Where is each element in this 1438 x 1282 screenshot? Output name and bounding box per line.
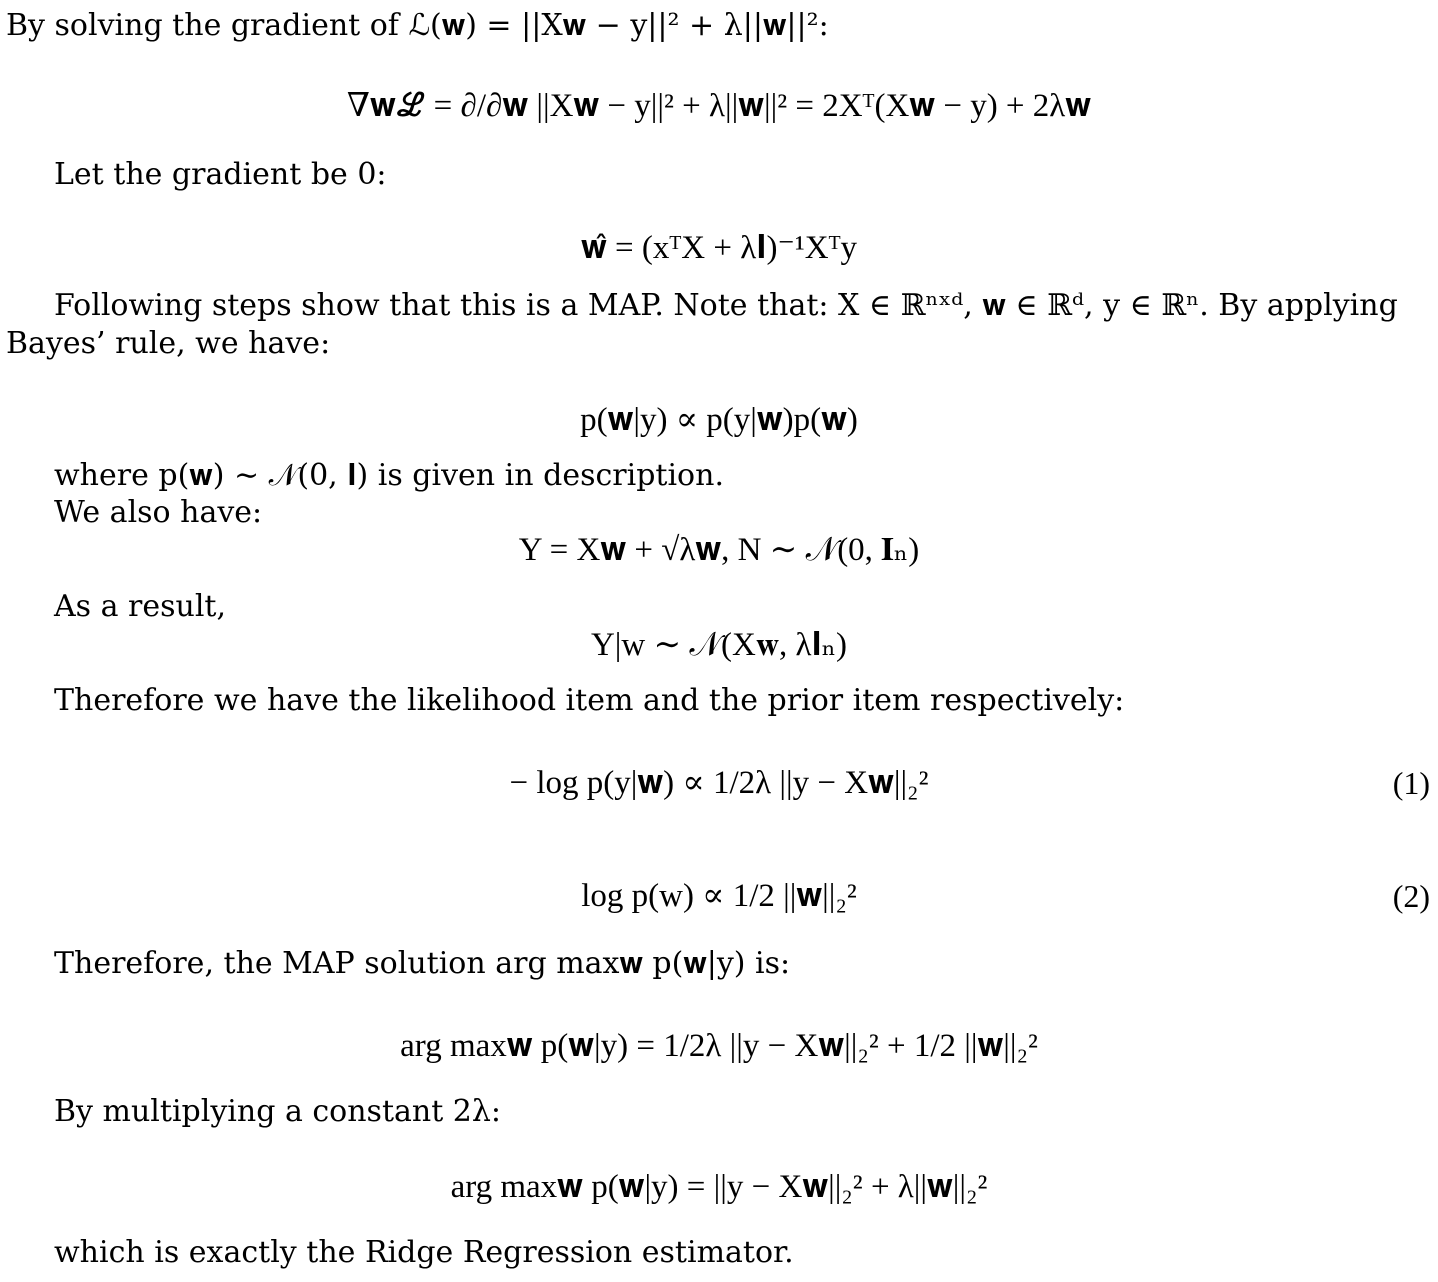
conclusion-text: which is exactly the Ridge Regression estimator. xyxy=(54,1235,794,1270)
intro-text: By solving the gradient of ℒ(𝐰) = ||X𝐰 − y||² + λ||𝐰||²: xyxy=(6,8,829,43)
gradient-equation: ∇𝐰ℒ = ∂/∂𝐰 ||X𝐰 − y||² + λ||𝐰||² = 2Xᵀ(X𝐰 − y) + 2λ𝐰 xyxy=(346,88,1092,124)
prior-description-text: where p(𝐰) ∼ 𝒩(0, 𝐈) is given in description. xyxy=(54,458,724,493)
map-solution-text: Therefore, the MAP solution arg max𝐰 p(𝐰|y) is: xyxy=(54,946,791,981)
likelihood-equation: − log p(y|𝐰) ∝ 1/2λ ||y − X𝐰||₂² xyxy=(509,765,929,801)
equation-number-2: (2) xyxy=(1392,878,1430,914)
closed-form-solution-equation: 𝐰̂ = (xᵀX + λ𝐈)⁻¹Xᵀy xyxy=(580,230,858,266)
conditional-distribution-equation: Y|w ∼ 𝒩(X𝐰, λ𝐈ₙ) xyxy=(590,627,848,663)
ridge-objective-equation: arg max𝐰 p(𝐰|y) = ||y − X𝐰||₂² + λ||𝐰||₂² xyxy=(450,1169,988,1205)
multiply-constant-text: By multiplying a constant 2λ: xyxy=(54,1094,502,1129)
let-gradient-zero-text: Let the gradient be 0: xyxy=(54,157,387,192)
likelihood-prior-text: Therefore we have the likelihood item and the prior item respectively: xyxy=(54,683,1125,718)
as-a-result-text: As a result, xyxy=(54,589,227,624)
argmax-equation: arg max𝐰 p(𝐰|y) = 1/2λ ||y − X𝐰||₂² + 1/2 ||𝐰||₂² xyxy=(400,1028,1038,1064)
model-equation: Y = X𝐰 + √λ𝐰, N ∼ 𝒩(0, 𝐈ₙ) xyxy=(518,532,920,568)
also-have-text: We also have: xyxy=(54,495,263,530)
prior-equation: log p(w) ∝ 1/2 ||𝐰||₂² xyxy=(581,878,857,914)
equation-number-1: (1) xyxy=(1392,765,1430,801)
map-explanation-paragraph: Following steps show that this is a MAP. Note that: X ∈ ℝⁿˣᵈ, 𝐰 ∈ ℝᵈ, y ∈ ℝⁿ. By applying Bayes’ rule, we have: xyxy=(6,288,1398,361)
bayes-rule-equation: p(𝐰|y) ∝ p(y|𝐰)p(𝐰) xyxy=(580,402,858,438)
